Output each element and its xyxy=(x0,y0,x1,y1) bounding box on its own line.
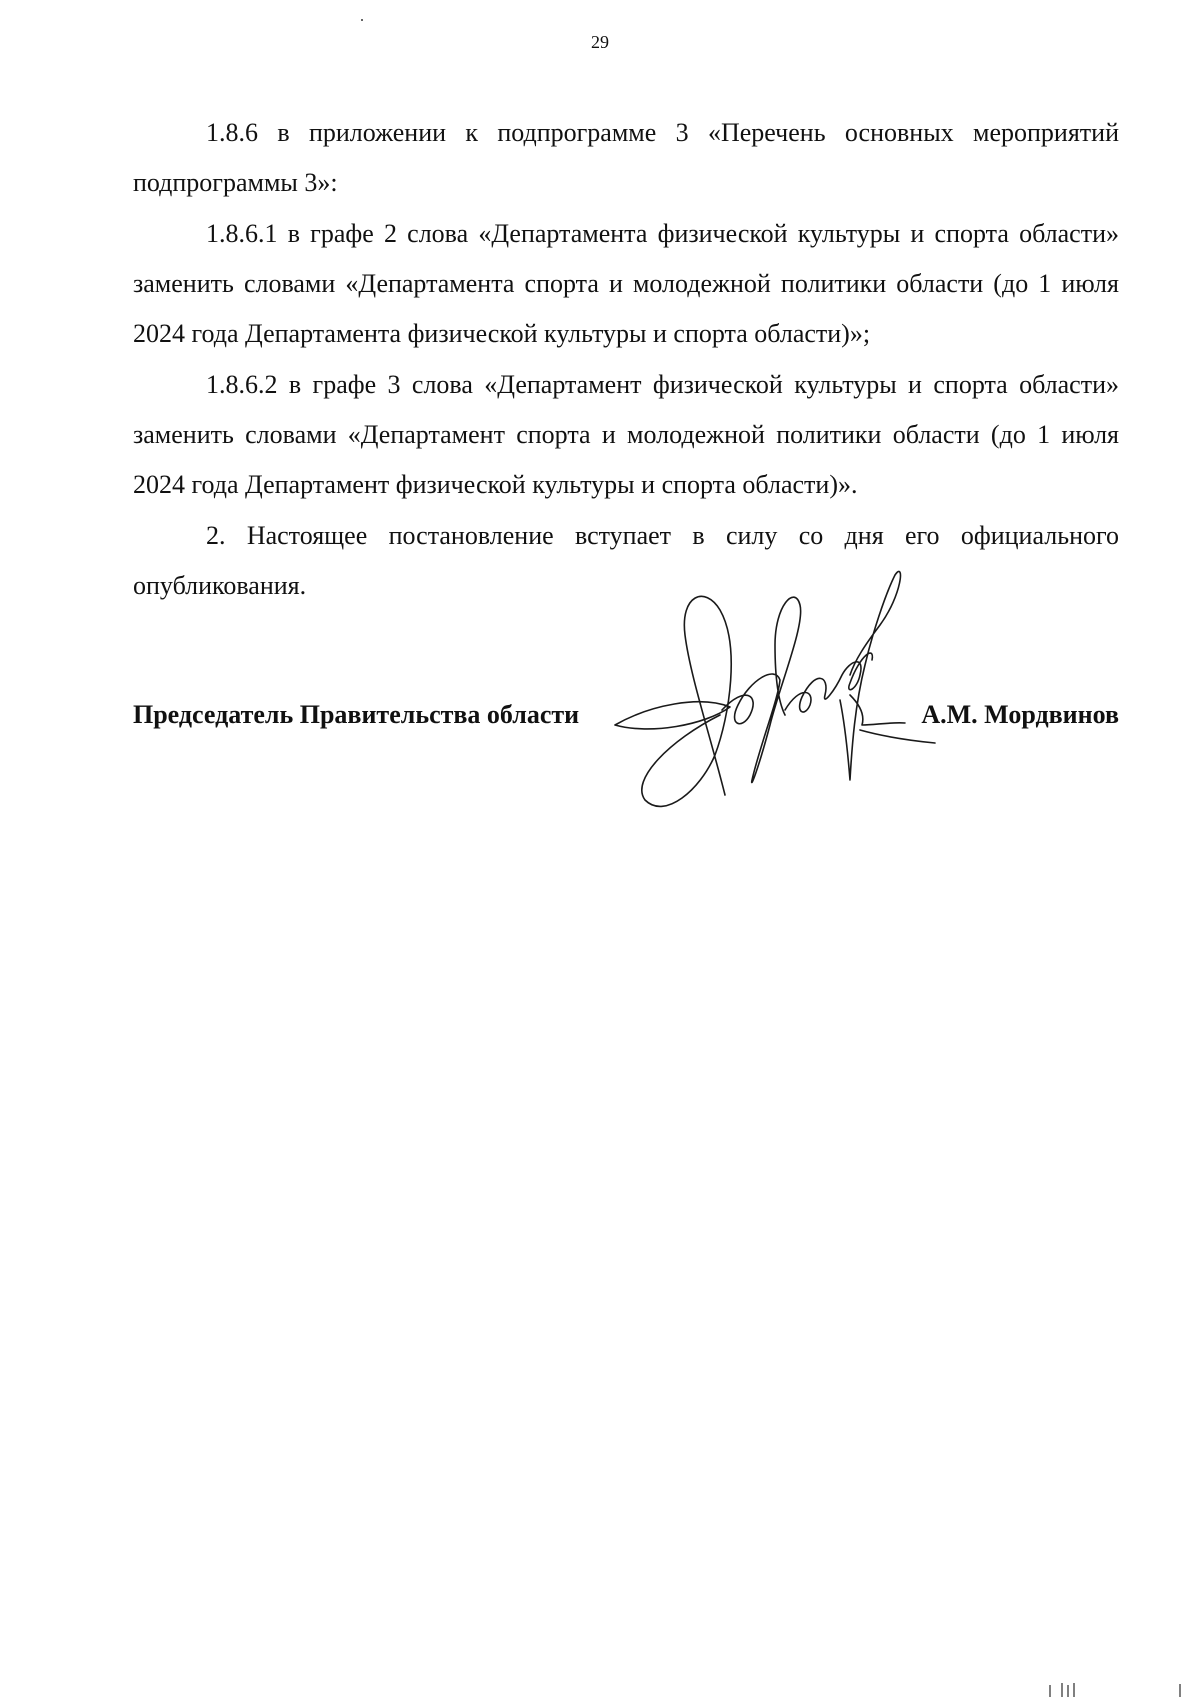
paragraph-1-8-6: 1.8.6 в приложении к подпрограмме 3 «Перечень основных мероприятий подпрограммы 3»: xyxy=(133,118,1119,197)
document-body xyxy=(133,108,1119,612)
scan-marks xyxy=(1040,1682,1190,1697)
paragraph-1-8-6-2: 1.8.6.2 в графе 3 слова «Департамент физической культуры и спорта области» заменить словами «Департамент спорта и молодежной политики области (до 1 июля 2024 года Департамент физической культуры и спорта области)». xyxy=(133,370,1119,499)
signer-name: А.М. Мордвинов xyxy=(921,700,1119,729)
paragraph-2: 2. Настоящее постановление вступает в силу со дня его официального опубликования. xyxy=(133,521,1119,600)
paragraph-1-8-6-1: 1.8.6.1 в графе 2 слова «Департамента физической культуры и спорта области» заменить словами «Департамента спорта и молодежной политики области (до 1 июля 2024 года Департамента физической культуры и спорта области)»; xyxy=(133,219,1119,348)
scan-dot xyxy=(361,19,363,21)
signer-title: Председатель Правительства области xyxy=(133,700,580,729)
page-number: 29 xyxy=(591,32,609,52)
handwritten-signature xyxy=(610,565,940,815)
